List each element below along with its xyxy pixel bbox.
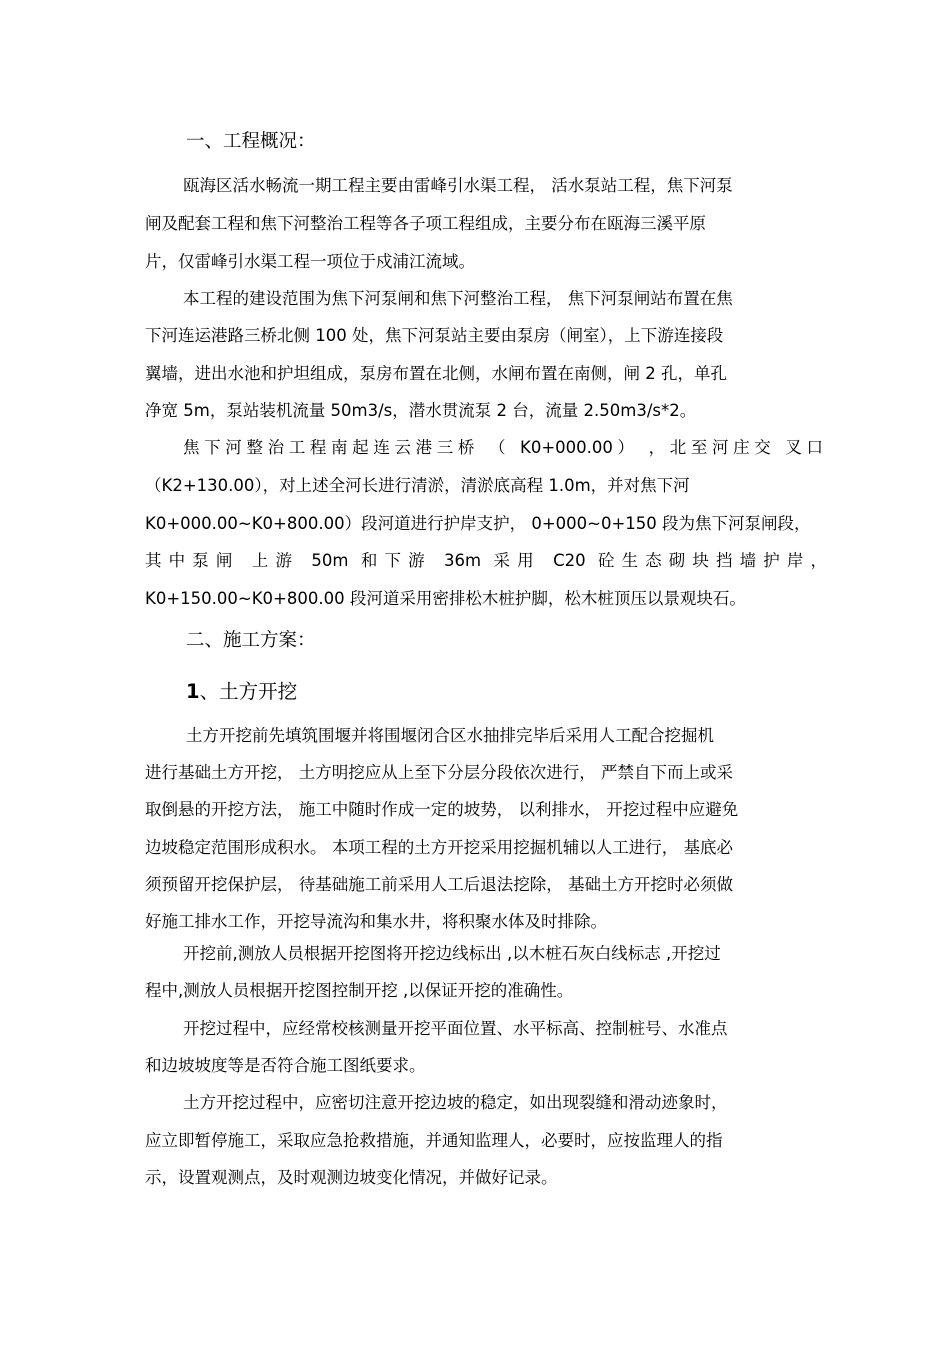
subsection-number: 1 bbox=[186, 680, 200, 703]
paragraph-line: （K2+130.00），对上述全河长进行清淤，清淤底高程 1.0m，并对焦下河 bbox=[145, 476, 690, 495]
paragraph-line: 示，设置观测点，及时观测边坡变化情况，并做好记录。 bbox=[145, 1168, 558, 1187]
paragraph-line: 土方开挖前先填筑围堰并将围堰闭合区水抽排完毕后采用人工配合挖掘机 bbox=[186, 726, 714, 745]
paragraph-line: 闸及配套工程和焦下河整治工程等各子项工程组成，主要分布在瓯海三溪平原 bbox=[145, 214, 706, 233]
paragraph-line: 开挖过程中，应经常校核测量开挖平面位置、水平标高、控制桩号、水准点 bbox=[183, 1019, 728, 1038]
paragraph-line: 和边坡坡度等是否符合施工图纸要求。 bbox=[145, 1056, 426, 1075]
section-heading-construction-plan: 二、施工方案： bbox=[186, 630, 316, 651]
paragraph-line: 瓯海区活水畅流一期工程主要由雷峰引水渠工程， 活水泵站工程，焦下河泵 bbox=[183, 176, 733, 195]
paragraph-line: 开挖前,测放人员根据开挖图将开挖边线标出 ,以木桩石灰白线标志 ,开挖过 bbox=[183, 944, 721, 963]
paragraph-line: 进行基础土方开挖， 土方明挖应从上至下分层分段依次进行， 严禁自下而上或采 bbox=[145, 763, 733, 782]
paragraph-line: 好施工排水工作，开挖导流沟和集水井，将积聚水体及时排除。 bbox=[145, 912, 607, 931]
paragraph-line: 取倒悬的开挖方法， 施工中随时作成一定的坡势， 以利排水， 开挖过程中应避免 bbox=[145, 800, 739, 819]
subsection-heading-earthwork bbox=[186, 682, 297, 702]
paragraph-line: 须预留开挖保护层， 待基础施工前采用人工后退法挖除， 基础土方开挖时必须做 bbox=[145, 875, 733, 894]
subsection-title: 、土方开挖 bbox=[199, 680, 298, 703]
paragraph-line: 应立即暂停施工，采取应急抢救措施，并通知监理人，必要时，应按监理人的指 bbox=[145, 1131, 723, 1150]
paragraph-line: 土方开挖过程中，应密切注意开挖边坡的稳定，如出现裂缝和滑动迹象时， bbox=[183, 1093, 728, 1112]
paragraph-line: 本工程的建设范围为焦下河泵闸和焦下河整治工程， 焦下河泵闸站布置在焦 bbox=[183, 289, 733, 308]
section-heading-overview: 一、工程概况： bbox=[186, 131, 316, 152]
paragraph-line: 边坡稳定范围形成积水。 本项工程的土方开挖采用挖掘机辅以人工进行， 基底必 bbox=[145, 838, 733, 857]
paragraph-line: K0+150.00~K0+800.00 段河道采用密排松木桩护脚，松木桩顶压以景观块石。 bbox=[145, 589, 746, 608]
paragraph-line: 下河连运港路三桥北侧 100 处，焦下河泵站主要由泵房（闸室），上下游连接段 bbox=[145, 326, 724, 345]
paragraph-line: 片，仅雷峰引水渠工程一项位于戍浦江流域。 bbox=[145, 252, 475, 271]
paragraph-line: 焦下河整治工程南起连云港三桥 （ K0+000.00） ，北至河庄交 叉口 bbox=[183, 438, 823, 457]
paragraph-line: 程中,测放人员根据开挖图控制开挖 ,以保证开挖的准确性。 bbox=[145, 981, 574, 1000]
paragraph-line: 翼墙，进出水池和护坦组成，泵房布置在北侧，水闸布置在南侧，闸 2 孔，单孔 bbox=[145, 364, 727, 383]
paragraph-line: 其中泵闸 上游 50m 和下游 36m 采用 C20 砼生态砌块挡墙护岸， bbox=[145, 551, 827, 570]
paragraph-line: K0+000.00~K0+800.00）段河道进行护岸支护， 0+000~0+150 段为焦下河泵闸段， bbox=[145, 514, 811, 533]
paragraph-line: 净宽 5m，泵站装机流量 50m3/s，潜水贯流泵 2 台，流量 2.50m3/s*2。 bbox=[145, 401, 697, 420]
